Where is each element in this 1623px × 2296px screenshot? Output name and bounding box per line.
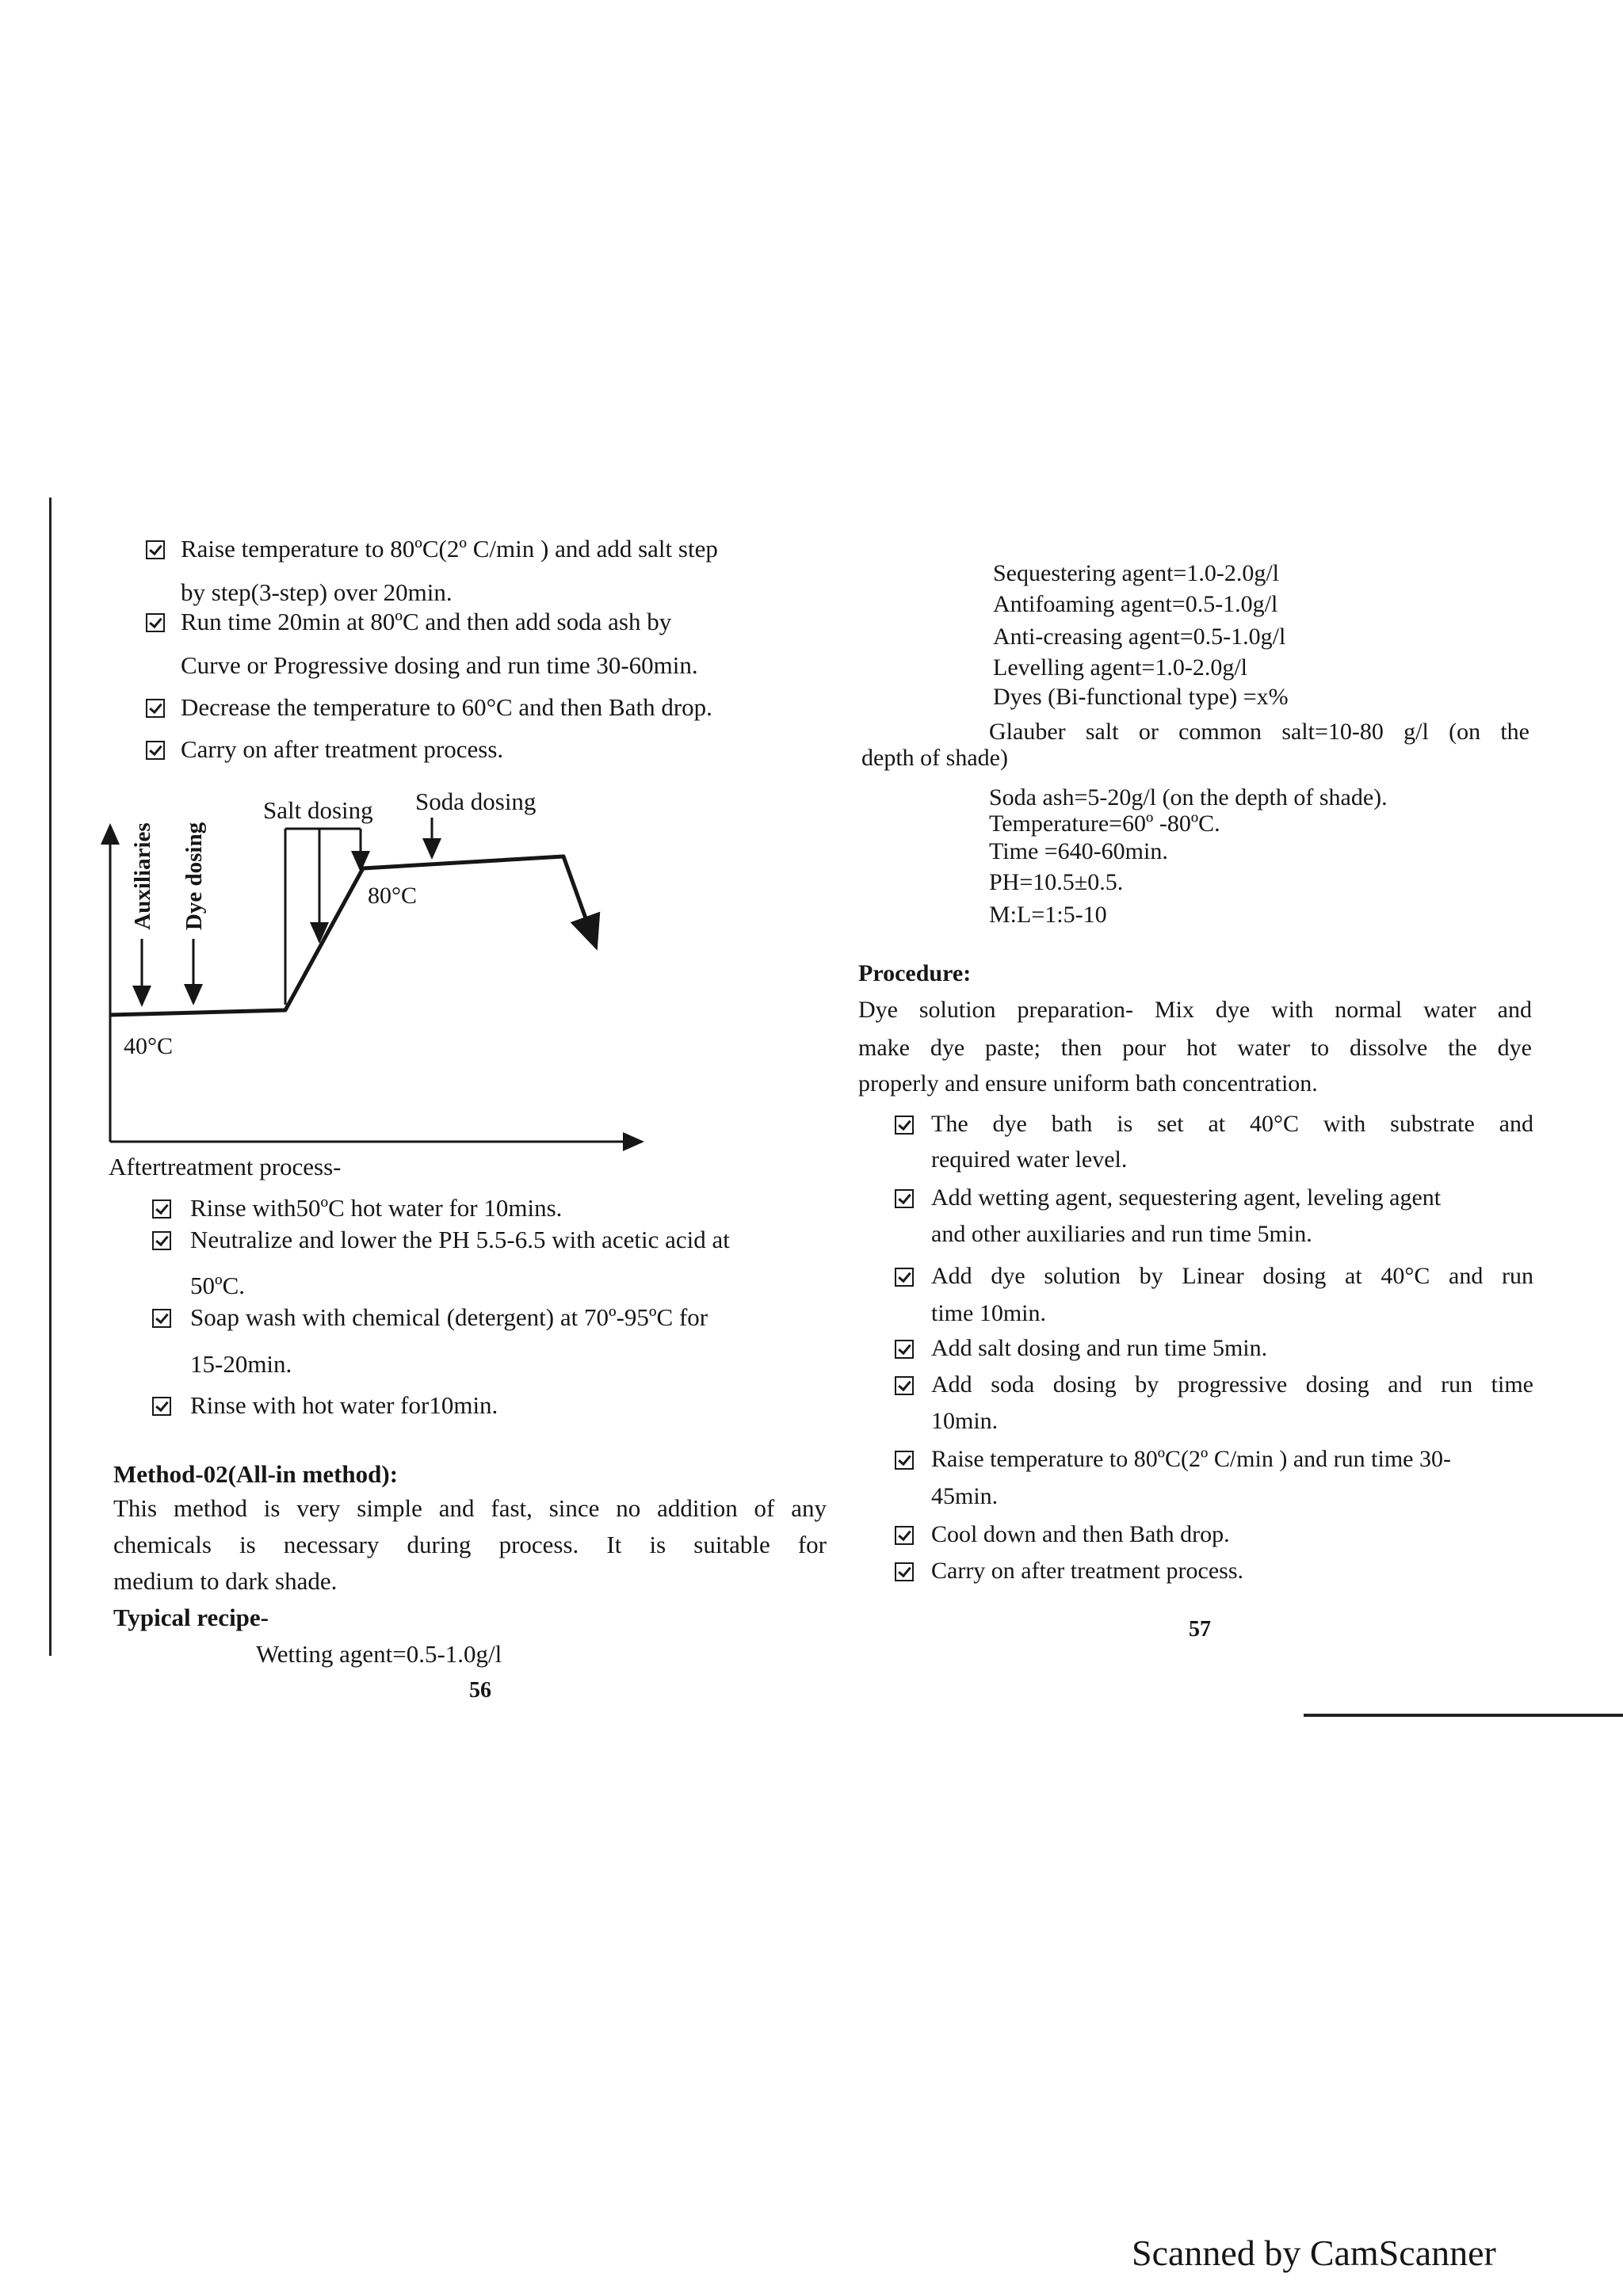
recipe-line: M:L=1:5-10 [989,902,1107,928]
recipe-line: Dyes (Bi-functional type) =x% [993,684,1289,710]
step-line: Add wetting agent, sequestering agent, leveling agent [931,1184,1442,1211]
method-text-line: medium to dark shade. [113,1567,338,1595]
intro-item-line: Decrease the temperature to 60°C and then Bath drop. [181,693,712,721]
page-number: 57 [1189,1617,1211,1642]
recipe-line: Wetting agent=0.5-1.0g/l [256,1640,502,1668]
step-line: time 10min. [931,1300,1046,1326]
salt-dosing-label: Salt dosing [263,796,373,824]
step-line: Add dye solution by Linear dosing at 40°C and run [931,1263,1533,1289]
recipe-line: Soda ash=5-20g/l (on the depth of shade). [989,784,1388,810]
page-number: 56 [469,1678,491,1703]
checkbox-icon [146,741,165,760]
checkbox-icon [895,1116,914,1135]
dye-dosing-label: Dye dosing [181,822,207,931]
checkbox-icon [895,1376,914,1395]
recipe-line: Glauber salt or common salt=10-80 g/l (on the [989,719,1529,745]
procedure-text-line: properly and ensure uniform bath concentration. [858,1070,1318,1097]
recipe-line: Anti-creasing agent=0.5-1.0g/l [993,624,1286,650]
intro-item-line: Run time 20min at 80ºC and then add soda ash by [181,608,672,635]
checkbox-icon [895,1562,914,1581]
auxiliaries-label: Auxiliaries [130,822,155,930]
checkbox-icon [152,1231,171,1250]
method-title: Method-02(All-in method): [113,1460,399,1488]
recipe-line: Sequestering agent=1.0-2.0g/l [993,560,1280,586]
intro-item-line: Raise temperature to 80ºC(2º C/min ) and add salt step [181,535,718,563]
step-line: Add soda dosing by progressive dosing and run time [931,1371,1533,1398]
checkbox-icon [146,699,165,718]
bottom-right-rule [1304,1714,1623,1717]
recipe-line: PH=10.5±0.5. [989,869,1124,895]
recipe-line: depth of shade) [861,745,1008,771]
checkbox-icon [152,1309,171,1328]
procedure-text-line: make dye paste; then pour hot water to dissolve the dye [858,1035,1532,1061]
aftertreatment-item-line: 50ºC. [190,1272,246,1299]
scanner-watermark: Scanned by CamScanner [1132,2233,1496,2273]
checkbox-icon [146,540,165,559]
aftertreatment-item-line: Soap wash with chemical (detergent) at 70º-95ºC for [190,1303,708,1331]
step-line: Add salt dosing and run time 5min. [931,1335,1268,1361]
aftertreatment-item-line: Rinse with50ºC hot water for 10mins. [190,1194,563,1222]
intro-item-line: Carry on after treatment process. [181,735,504,763]
checkbox-icon [146,613,165,632]
intro-item-line: by step(3-step) over 20min. [181,578,453,606]
step-line: Raise temperature to 80ºC(2º C/min ) and run time 30- [931,1446,1451,1472]
checkbox-icon [895,1268,914,1287]
step-line: 45min. [931,1483,999,1509]
step-line: required water level. [931,1146,1128,1173]
recipe-line: Time =640-60min. [989,838,1168,864]
method-text-line: This method is very simple and fast, since no addition of any [113,1494,827,1522]
temperature-low-label: 40°C [124,1033,174,1059]
step-line: Carry on after treatment process. [931,1558,1243,1584]
checkbox-icon [895,1340,914,1359]
step-line: Cool down and then Bath drop. [931,1521,1230,1547]
step-line: and other auxiliaries and run time 5min. [931,1221,1312,1247]
checkbox-icon [152,1199,171,1219]
recipe-line: Temperature=60º -80ºC. [989,810,1220,837]
checkbox-icon [895,1189,914,1208]
method-text-line: chemicals is necessary during process. It is suitable for [113,1531,827,1558]
recipe-line: Levelling agent=1.0-2.0g/l [993,654,1248,681]
intro-item-line: Curve or Progressive dosing and run time 30-60min. [181,651,698,679]
step-line: The dye bath is set at 40°C with substrate and [931,1111,1533,1137]
recipe-line: Antifoaming agent=0.5-1.0g/l [993,591,1278,617]
procedure-title: Procedure: [858,960,972,986]
soda-dosing-label: Soda dosing [415,788,537,815]
checkbox-icon [152,1397,171,1416]
aftertreatment-item-line: 15-20min. [190,1350,292,1378]
aftertreatment-item-line: Rinse with hot water for10min. [190,1391,498,1419]
recipe-title: Typical recipe- [113,1604,269,1631]
step-line: 10min. [931,1408,999,1434]
temperature-high-label: 80°C [368,883,418,909]
aftertreatment-item-line: Neutralize and lower the PH 5.5-6.5 with acetic acid at [190,1226,730,1253]
dyeing-profile-diagram [95,784,666,1157]
left-edge-rule [49,498,52,1656]
checkbox-icon [895,1451,914,1470]
procedure-text-line: Dye solution preparation- Mix dye with normal water and [858,997,1532,1023]
checkbox-icon [895,1526,914,1545]
aftertreatment-title: Aftertreatment process- [109,1153,342,1180]
